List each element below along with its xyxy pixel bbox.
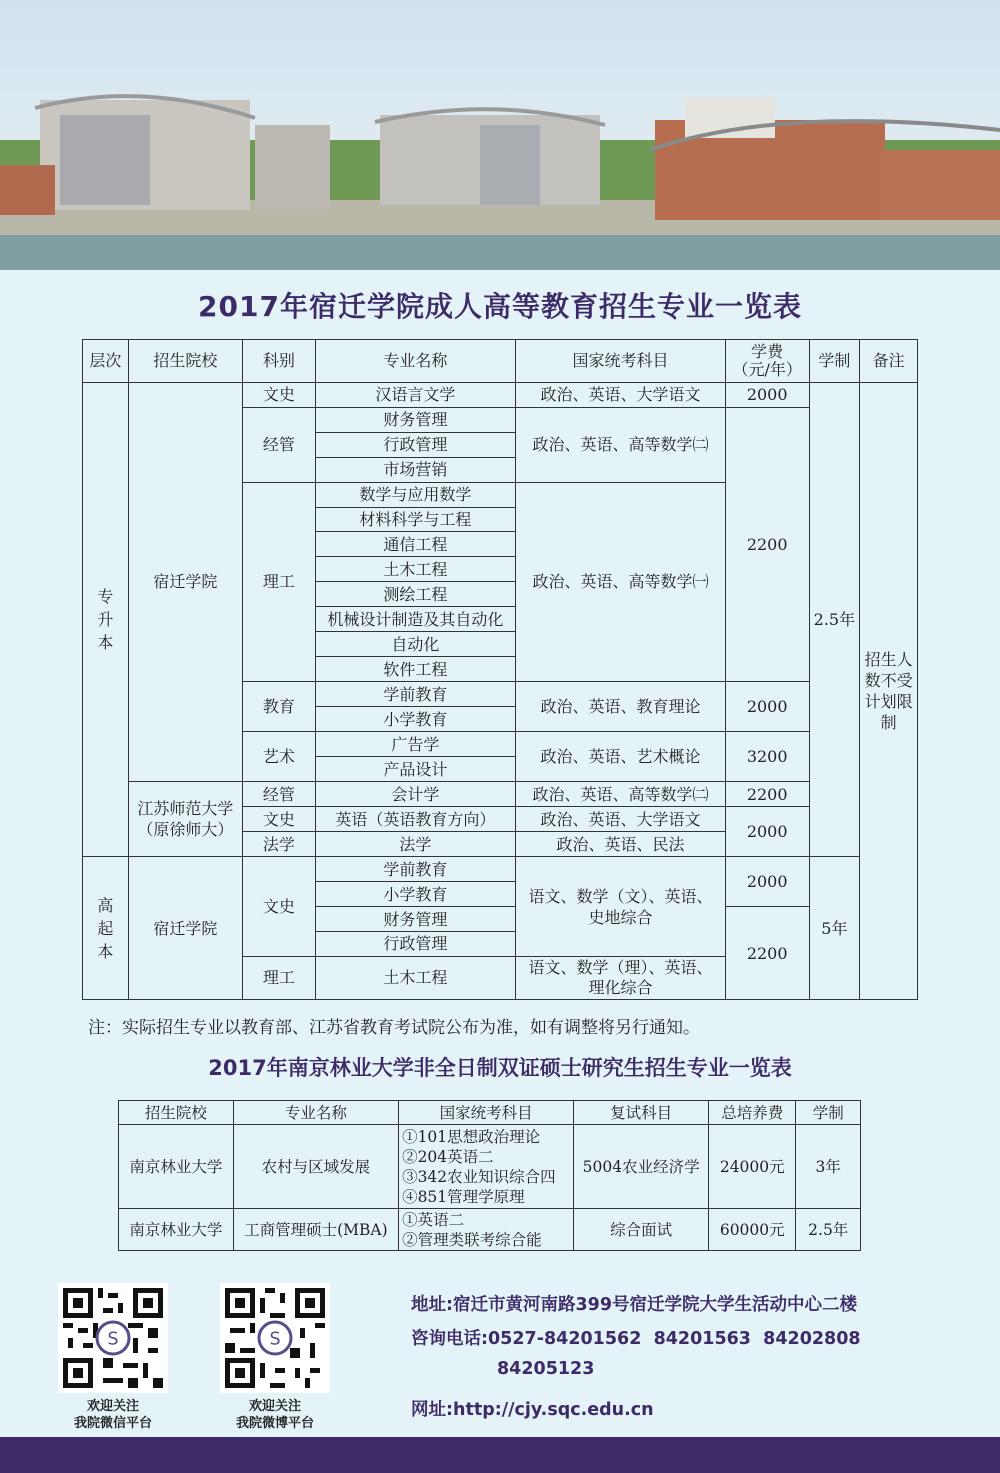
weibo-caption: 欢迎关注 我院微博平台 [235, 1399, 314, 1431]
major-cell: 学前教育 [315, 857, 516, 882]
school-cell: 宿迁学院 [128, 857, 242, 1000]
exam-cell: 语文、数学（理）、英语、 理化综合 [516, 956, 726, 999]
major-cell: 汉语言文学 [315, 382, 516, 407]
major-cell: 行政管理 [315, 931, 516, 956]
exam-cell: 政治、英语、高等数学㈡ [516, 407, 726, 482]
header-retest: 复试科目 [574, 1101, 709, 1125]
major-cell: 土木工程 [315, 956, 516, 999]
fee-cell: 2000 [725, 857, 809, 907]
major-cell: 测绘工程 [315, 582, 516, 607]
exam-cell: 政治、英语、大学语文 [516, 807, 726, 832]
fee-cell: 2200 [725, 407, 809, 682]
main-title: 2017年宿迁学院成人高等教育招生专业一览表 [198, 290, 802, 323]
major-cell: 财务管理 [315, 907, 516, 932]
phone-text: 咨询电话:0527-84201562 84201563 84202808 [411, 1329, 861, 1349]
major-cell: 农村与区域发展 [233, 1125, 398, 1209]
header-category: 科别 [243, 340, 316, 383]
header-school: 招生院校 [128, 340, 242, 383]
exam-cell: 政治、英语、艺术概论 [516, 732, 726, 782]
level-cell: 专 升 本 [83, 382, 129, 856]
remark-cell: 招生人 数不受 计划限 制 [860, 382, 918, 999]
category-cell: 艺术 [243, 732, 316, 782]
retest-cell: 综合面试 [574, 1209, 709, 1251]
major-cell: 工商管理硕士(MBA) [233, 1209, 398, 1251]
svg-text:S: S [269, 1329, 281, 1350]
major-cell: 行政管理 [315, 432, 516, 457]
exam-cell: ①101思想政治理论 ②204英语二 ③342农业知识综合四 ④851管理学原理 [399, 1125, 574, 1209]
header-exam: 国家统考科目 [399, 1101, 574, 1125]
phone-text-2: 84205123 [497, 1359, 595, 1379]
wechat-caption: 欢迎关注 我院微信平台 [73, 1399, 152, 1431]
header-fee: 总培养费 [709, 1101, 796, 1125]
graduate-title: 2017年南京林业大学非全日制双证硕士研究生招生专业一览表 [208, 1056, 792, 1080]
category-cell: 文史 [243, 382, 316, 407]
duration-cell: 3年 [796, 1125, 861, 1209]
category-cell: 法学 [243, 832, 316, 857]
exam-cell: 政治、英语、大学语文 [516, 382, 726, 407]
major-cell: 机械设计制造及其自动化 [315, 607, 516, 632]
major-cell: 法学 [315, 832, 516, 857]
school-cell: 南京林业大学 [119, 1125, 234, 1209]
school-cell: 南京林业大学 [119, 1209, 234, 1251]
wechat-qr-code [58, 1283, 168, 1393]
exam-cell: 政治、英语、高等数学㈠ [516, 482, 726, 682]
bottom-bar [0, 1437, 1000, 1473]
exam-cell: ①英语二 ②管理类联考综合能 [399, 1209, 574, 1251]
fee-cell: 3200 [725, 732, 809, 782]
exam-cell: 政治、英语、教育理论 [516, 682, 726, 732]
duration-cell: 2.5年 [796, 1209, 861, 1251]
header-major: 专业名称 [315, 340, 516, 383]
fee-cell: 2000 [725, 382, 809, 407]
adult-education-majors-table [82, 339, 918, 1000]
duration-cell: 5年 [809, 857, 860, 1000]
major-cell: 产品设计 [315, 757, 516, 782]
address-text: 地址:宿迁市黄河南路399号宿迁学院大学生活动中心二楼 [411, 1295, 858, 1315]
category-cell: 理工 [243, 956, 316, 999]
fee-cell: 2200 [725, 907, 809, 1000]
header-exam: 国家统考科目 [516, 340, 726, 383]
major-cell: 数学与应用数学 [315, 482, 516, 507]
fee-cell: 2000 [725, 807, 809, 857]
school-cell: 江苏师范大学 （原徐师大） [128, 782, 242, 857]
duration-cell: 2.5年 [809, 382, 860, 856]
table-note: 注：实际招生专业以教育部、江苏省教育考试院公布为准，如有调整将另行通知。 [88, 1018, 700, 1038]
svg-text:S: S [107, 1329, 119, 1350]
major-cell: 财务管理 [315, 407, 516, 432]
header-remark: 备注 [860, 340, 918, 383]
retest-cell: 5004农业经济学 [574, 1125, 709, 1209]
major-cell: 英语（英语教育方向） [315, 807, 516, 832]
category-cell: 经管 [243, 407, 316, 482]
header-major: 专业名称 [233, 1101, 398, 1125]
website-link[interactable]: 网址:http://cjy.sqc.edu.cn [411, 1400, 654, 1420]
exam-cell: 语文、数学（文）、英语、 史地综合 [516, 857, 726, 957]
fee-cell: 2200 [725, 782, 809, 807]
major-cell: 会计学 [315, 782, 516, 807]
level-cell: 高 起 本 [83, 857, 129, 1000]
campus-photo [0, 0, 1000, 270]
weibo-qr-code [220, 1283, 330, 1393]
header-school: 招生院校 [119, 1101, 234, 1125]
category-cell: 文史 [243, 807, 316, 832]
major-cell: 材料科学与工程 [315, 507, 516, 532]
school-cell: 宿迁学院 [128, 382, 242, 782]
fee-cell: 24000元 [709, 1125, 796, 1209]
major-cell: 通信工程 [315, 532, 516, 557]
major-cell: 广告学 [315, 732, 516, 757]
major-cell: 小学教育 [315, 707, 516, 732]
header-duration: 学制 [809, 340, 860, 383]
category-cell: 理工 [243, 482, 316, 682]
exam-cell: 政治、英语、高等数学㈡ [516, 782, 726, 807]
category-cell: 经管 [243, 782, 316, 807]
header-fee: 学费 （元/年） [725, 340, 809, 383]
category-cell: 文史 [243, 857, 316, 957]
graduate-majors-table [118, 1100, 861, 1251]
fee-cell: 2000 [725, 682, 809, 732]
major-cell: 小学教育 [315, 882, 516, 907]
header-duration: 学制 [796, 1101, 861, 1125]
header-level: 层次 [83, 340, 129, 383]
major-cell: 自动化 [315, 632, 516, 657]
major-cell: 软件工程 [315, 657, 516, 682]
major-cell: 市场营销 [315, 457, 516, 482]
category-cell: 教育 [243, 682, 316, 732]
major-cell: 土木工程 [315, 557, 516, 582]
major-cell: 学前教育 [315, 682, 516, 707]
exam-cell: 政治、英语、民法 [516, 832, 726, 857]
fee-cell: 60000元 [709, 1209, 796, 1251]
